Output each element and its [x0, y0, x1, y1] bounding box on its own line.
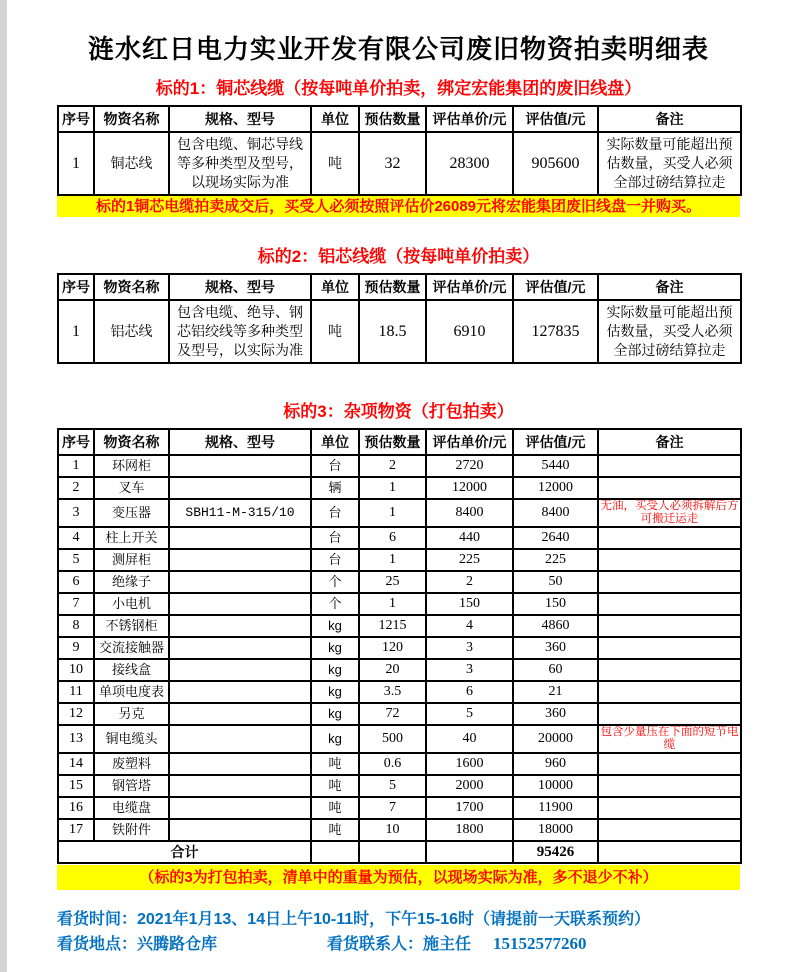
- cell-value: 60: [513, 659, 598, 681]
- cell-seq: 16: [58, 797, 94, 819]
- cell-remark: [598, 637, 741, 659]
- cell-qty: 0.6: [359, 753, 426, 775]
- column-header: 物资名称: [94, 106, 169, 132]
- cell-spec: [169, 797, 311, 819]
- column-header: 序号: [58, 274, 94, 300]
- cell-price: 4: [426, 615, 513, 637]
- column-header: 评估值/元: [513, 274, 598, 300]
- cell-name: 废塑料: [94, 753, 169, 775]
- cell-unit: kg: [311, 681, 359, 703]
- cell-value: 21: [513, 681, 598, 703]
- cell-value: 8400: [513, 499, 598, 527]
- table-row: [58, 455, 741, 477]
- cell-seq: 17: [58, 819, 94, 841]
- cell-spec: [169, 455, 311, 477]
- cell-spec: [169, 725, 311, 753]
- bid3-header-row: [58, 429, 741, 455]
- cell-qty: 1: [359, 549, 426, 571]
- bid2-table: [57, 273, 742, 364]
- cell-name: 变压器: [94, 499, 169, 527]
- cell-name: 另克: [94, 703, 169, 725]
- cell-seq: 9: [58, 637, 94, 659]
- cell-spec: [169, 753, 311, 775]
- cell-spec: 包含电缆、铜芯导线等多种类型及型号，以现场实际为准: [169, 132, 311, 195]
- cell-unit: 台: [311, 455, 359, 477]
- auction-document: [57, 0, 740, 957]
- cell-price: 6910: [426, 300, 513, 363]
- cell-remark: [598, 455, 741, 477]
- table-row: [58, 593, 741, 615]
- column-header: 评估单价/元: [426, 106, 513, 132]
- cell-qty: 72: [359, 703, 426, 725]
- cell-qty: 1: [359, 499, 426, 527]
- cell-price: 150: [426, 593, 513, 615]
- cell-unit: kg: [311, 725, 359, 753]
- cell-remark: [598, 753, 741, 775]
- cell-price: 5: [426, 703, 513, 725]
- viewing-contact: 看货联系人：施主任: [327, 936, 472, 953]
- cell-spec: [169, 659, 311, 681]
- viewing-time: 看货时间：2021年1月13、14日上午10-11时，下午15-16时（请提前一天联系预约）: [57, 911, 651, 928]
- cell-spec: [169, 571, 311, 593]
- cell-spec: [169, 527, 311, 549]
- contact-phone: 15152577260: [493, 934, 587, 953]
- cell-remark: [598, 615, 741, 637]
- column-header: 单位: [311, 274, 359, 300]
- cell-unit: kg: [311, 615, 359, 637]
- cell-qty: 6: [359, 527, 426, 549]
- viewing-location: 看货地点：兴腾路仓库: [57, 936, 218, 953]
- cell-remark: [598, 819, 741, 841]
- cell-unit: kg: [311, 659, 359, 681]
- table-row: [58, 571, 741, 593]
- cell-unit: 吨: [311, 775, 359, 797]
- cell-price: 2000: [426, 775, 513, 797]
- cell-name: 交流接触器: [94, 637, 169, 659]
- cell-seq: 5: [58, 549, 94, 571]
- cell-value: 5440: [513, 455, 598, 477]
- column-header: 预估数量: [359, 274, 426, 300]
- table-row: [58, 797, 741, 819]
- total-unit-cell: [311, 841, 359, 863]
- cell-qty: 32: [359, 132, 426, 195]
- cell-spec: 包含电缆、绝导、钢芯铝绞线等多种类型及型号，以实际为准: [169, 300, 311, 363]
- cell-remark: [598, 659, 741, 681]
- total-qty-cell: [359, 841, 426, 863]
- cell-price: 1700: [426, 797, 513, 819]
- table-row: [58, 681, 741, 703]
- cell-name: 绝缘子: [94, 571, 169, 593]
- viewing-info: [57, 908, 740, 957]
- cell-value: 12000: [513, 477, 598, 499]
- bid1-header-row: [58, 106, 741, 132]
- column-header: 单位: [311, 429, 359, 455]
- cell-seq: 10: [58, 659, 94, 681]
- cell-spec: [169, 681, 311, 703]
- cell-remark: [598, 477, 741, 499]
- table-row: [58, 477, 741, 499]
- cell-value: 905600: [513, 132, 598, 195]
- column-header: 评估单价/元: [426, 274, 513, 300]
- cell-name: 不锈钢柜: [94, 615, 169, 637]
- cell-remark: 实际数量可能超出预估数量，买受人必须全部过磅结算拉走: [598, 300, 741, 363]
- cell-spec: [169, 703, 311, 725]
- bid3-banner: （标的3为打包拍卖，清单中的重量为预估，以现场实际为准，多不退少不补）: [57, 865, 740, 890]
- cell-unit: 吨: [311, 819, 359, 841]
- cell-qty: 2: [359, 455, 426, 477]
- cell-qty: 1215: [359, 615, 426, 637]
- column-header: 评估值/元: [513, 106, 598, 132]
- column-header: 序号: [58, 429, 94, 455]
- column-header: 单位: [311, 106, 359, 132]
- cell-name: 测屏柜: [94, 549, 169, 571]
- column-header: 预估数量: [359, 106, 426, 132]
- cell-name: 电缆盘: [94, 797, 169, 819]
- cell-remark: [598, 775, 741, 797]
- table-row: [58, 725, 741, 753]
- cell-unit: 台: [311, 549, 359, 571]
- table-row: [58, 753, 741, 775]
- cell-seq: 7: [58, 593, 94, 615]
- cell-price: 40: [426, 725, 513, 753]
- cell-qty: 500: [359, 725, 426, 753]
- cell-price: 12000: [426, 477, 513, 499]
- bid3-heading: 标的3：杂项物资（打包拍卖）: [283, 402, 514, 421]
- cell-name: 小电机: [94, 593, 169, 615]
- cell-value: 150: [513, 593, 598, 615]
- cell-remark: [598, 703, 741, 725]
- cell-name: 叉车: [94, 477, 169, 499]
- cell-spec: [169, 637, 311, 659]
- column-header: 规格、型号: [169, 106, 311, 132]
- cell-seq: 11: [58, 681, 94, 703]
- cell-spec: [169, 477, 311, 499]
- cell-value: 50: [513, 571, 598, 593]
- cell-spec: SBH11-M-315/10: [169, 499, 311, 527]
- cell-name: 铜电缆头: [94, 725, 169, 753]
- cell-value: 360: [513, 637, 598, 659]
- column-header: 备注: [598, 106, 741, 132]
- cell-spec: [169, 819, 311, 841]
- cell-seq: 15: [58, 775, 94, 797]
- table-row: [58, 300, 741, 363]
- bid1-banner: 标的1铜芯电缆拍卖成交后，买受人必须按照评估价26089元将宏能集团废旧线盘一并购买。: [57, 196, 740, 217]
- table-row: [58, 819, 741, 841]
- cell-name: 单项电度表: [94, 681, 169, 703]
- cell-unit: 吨: [311, 797, 359, 819]
- viewing-location-contact: [57, 932, 740, 957]
- cell-price: 28300: [426, 132, 513, 195]
- cell-name: 柱上开关: [94, 527, 169, 549]
- cell-seq: 1: [58, 300, 94, 363]
- cell-seq: 4: [58, 527, 94, 549]
- cell-unit: 个: [311, 571, 359, 593]
- column-header: 预估数量: [359, 429, 426, 455]
- page-edge-strip: [0, 0, 7, 972]
- cell-qty: 5: [359, 775, 426, 797]
- column-header: 规格、型号: [169, 429, 311, 455]
- total-value: 95426: [513, 841, 598, 863]
- cell-seq: 6: [58, 571, 94, 593]
- total-remark-cell: [598, 841, 741, 863]
- cell-unit: 辆: [311, 477, 359, 499]
- column-header: 物资名称: [94, 274, 169, 300]
- cell-price: 3: [426, 659, 513, 681]
- cell-value: 11900: [513, 797, 598, 819]
- cell-qty: 1: [359, 477, 426, 499]
- cell-seq: 1: [58, 132, 94, 195]
- cell-remark: [598, 797, 741, 819]
- cell-price: 2720: [426, 455, 513, 477]
- cell-qty: 120: [359, 637, 426, 659]
- cell-value: 10000: [513, 775, 598, 797]
- cell-qty: 3.5: [359, 681, 426, 703]
- cell-remark: 无油，买受人必须拆解后方可搬迁运走: [598, 499, 741, 527]
- cell-unit: kg: [311, 703, 359, 725]
- cell-remark: 实际数量可能超出预估数量，买受人必须全部过磅结算拉走: [598, 132, 741, 195]
- table-row: [58, 703, 741, 725]
- total-row: [58, 841, 741, 863]
- cell-seq: 3: [58, 499, 94, 527]
- table-row: [58, 549, 741, 571]
- cell-unit: 台: [311, 527, 359, 549]
- cell-seq: 14: [58, 753, 94, 775]
- cell-price: 3: [426, 637, 513, 659]
- column-header: 序号: [58, 106, 94, 132]
- total-label: 合计: [58, 841, 311, 863]
- cell-name: 接线盒: [94, 659, 169, 681]
- column-header: 评估值/元: [513, 429, 598, 455]
- column-header: 备注: [598, 429, 741, 455]
- cell-remark: 包含少量压在下面的短节电缆: [598, 725, 741, 753]
- cell-spec: [169, 593, 311, 615]
- cell-name: 钢管塔: [94, 775, 169, 797]
- cell-remark: [598, 527, 741, 549]
- cell-price: 6: [426, 681, 513, 703]
- total-price-cell: [426, 841, 513, 863]
- cell-seq: 12: [58, 703, 94, 725]
- cell-value: 4860: [513, 615, 598, 637]
- table-row: [58, 615, 741, 637]
- cell-unit: 台: [311, 499, 359, 527]
- cell-seq: 13: [58, 725, 94, 753]
- table-row: [58, 527, 741, 549]
- column-header: 评估单价/元: [426, 429, 513, 455]
- cell-name: 铝芯线: [94, 300, 169, 363]
- column-header: 物资名称: [94, 429, 169, 455]
- cell-remark: [598, 549, 741, 571]
- cell-value: 2640: [513, 527, 598, 549]
- cell-unit: 吨: [311, 132, 359, 195]
- table-row: [58, 132, 741, 195]
- page-title: 涟水红日电力实业开发有限公司废旧物资拍卖明细表: [87, 34, 709, 64]
- cell-value: 18000: [513, 819, 598, 841]
- cell-spec: [169, 549, 311, 571]
- cell-value: 360: [513, 703, 598, 725]
- cell-qty: 7: [359, 797, 426, 819]
- bid1-heading: 标的1：铜芯线缆（按每吨单价拍卖，绑定宏能集团的废旧线盘）: [155, 79, 642, 98]
- cell-seq: 1: [58, 455, 94, 477]
- cell-price: 1800: [426, 819, 513, 841]
- cell-qty: 20: [359, 659, 426, 681]
- cell-name: 环网柜: [94, 455, 169, 477]
- table-row: [58, 637, 741, 659]
- cell-unit: kg: [311, 637, 359, 659]
- cell-qty: 25: [359, 571, 426, 593]
- bid3-table: [57, 428, 742, 864]
- cell-spec: [169, 775, 311, 797]
- column-header: 备注: [598, 274, 741, 300]
- cell-remark: [598, 593, 741, 615]
- cell-seq: 2: [58, 477, 94, 499]
- cell-remark: [598, 571, 741, 593]
- cell-qty: 1: [359, 593, 426, 615]
- bid1-table: [57, 105, 742, 196]
- bid2-header-row: [58, 274, 741, 300]
- cell-value: 225: [513, 549, 598, 571]
- cell-seq: 8: [58, 615, 94, 637]
- cell-price: 225: [426, 549, 513, 571]
- table-row: [58, 499, 741, 527]
- cell-unit: 吨: [311, 300, 359, 363]
- cell-qty: 18.5: [359, 300, 426, 363]
- cell-qty: 10: [359, 819, 426, 841]
- cell-spec: [169, 615, 311, 637]
- cell-price: 8400: [426, 499, 513, 527]
- cell-value: 20000: [513, 725, 598, 753]
- cell-name: 铜芯线: [94, 132, 169, 195]
- cell-price: 1600: [426, 753, 513, 775]
- column-header: 规格、型号: [169, 274, 311, 300]
- cell-value: 127835: [513, 300, 598, 363]
- cell-unit: 个: [311, 593, 359, 615]
- cell-unit: 吨: [311, 753, 359, 775]
- cell-name: 铁附件: [94, 819, 169, 841]
- cell-price: 440: [426, 527, 513, 549]
- table-row: [58, 659, 741, 681]
- bid2-heading: 标的2：铝芯线缆（按每吨单价拍卖）: [257, 247, 540, 266]
- table-row: [58, 775, 741, 797]
- cell-value: 960: [513, 753, 598, 775]
- cell-remark: [598, 681, 741, 703]
- cell-price: 2: [426, 571, 513, 593]
